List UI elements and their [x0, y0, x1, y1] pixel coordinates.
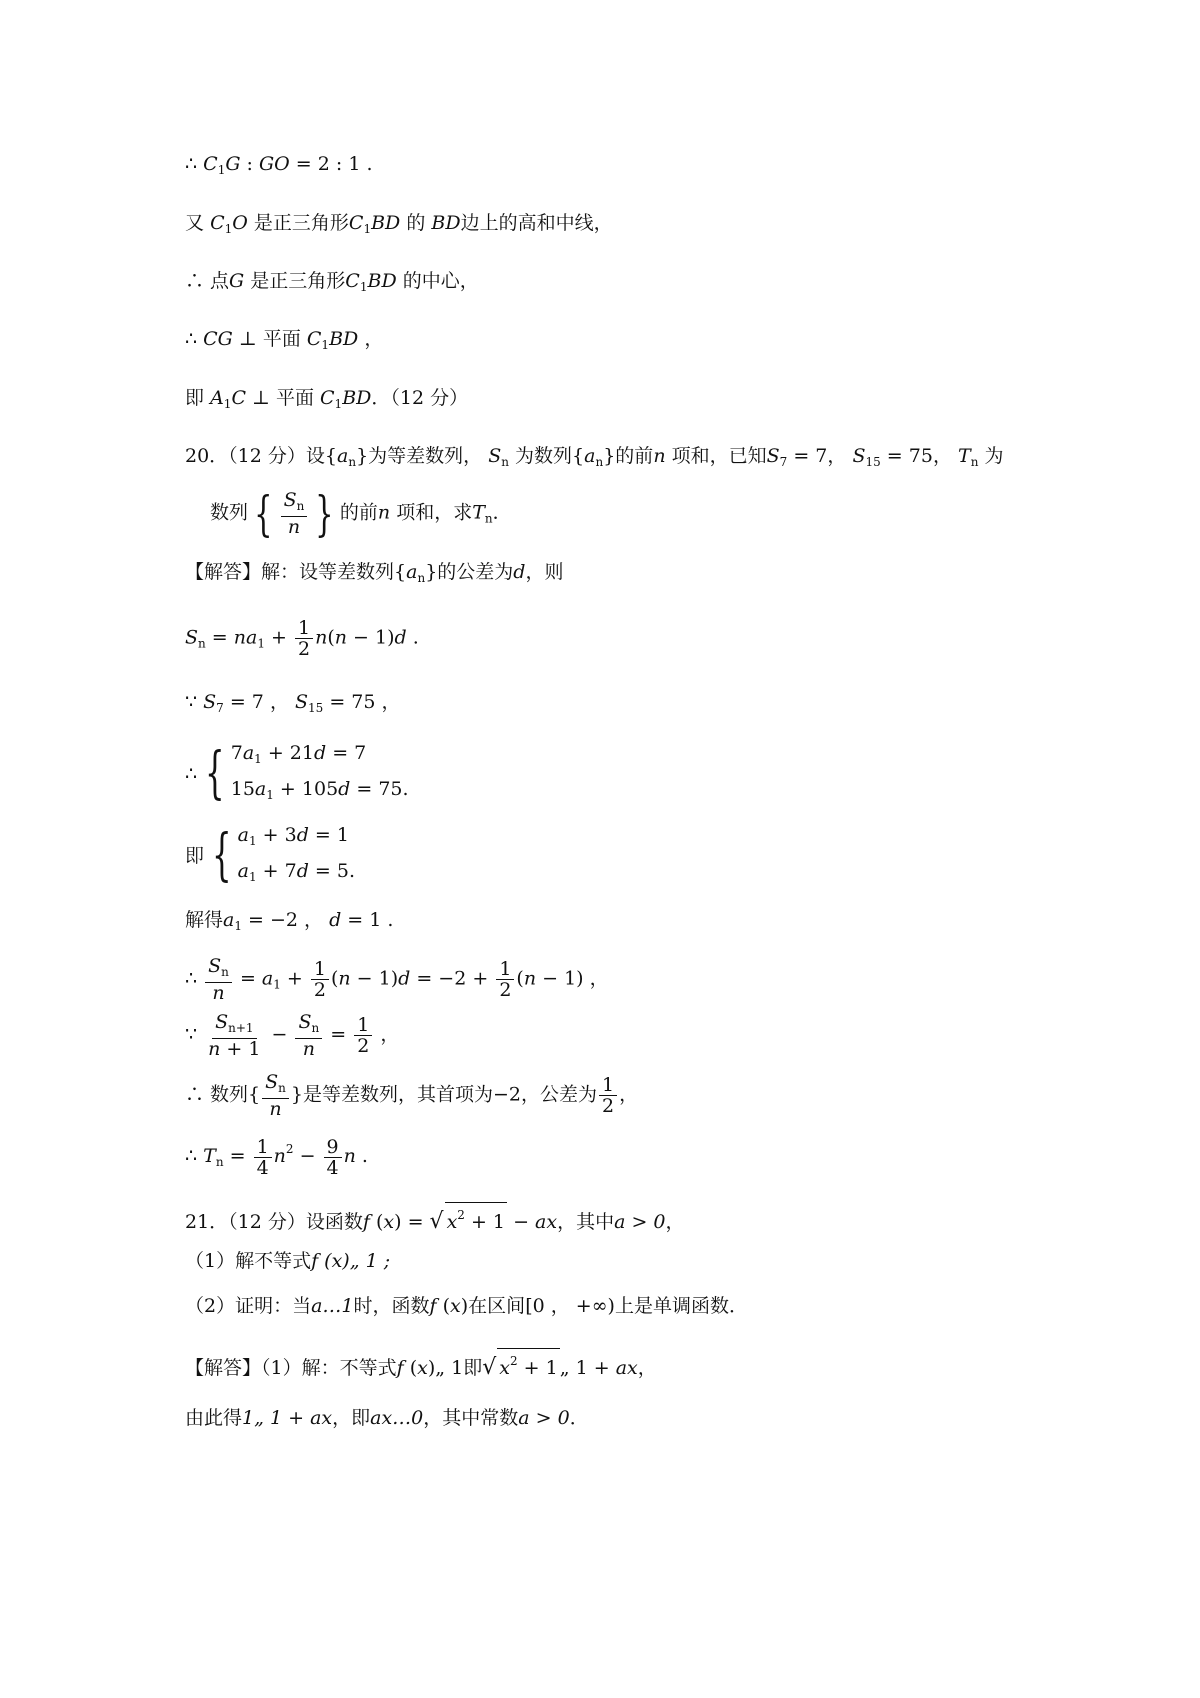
text: （1）解不等式	[185, 1250, 312, 1272]
text: ，即	[332, 1407, 371, 1429]
problem-21-statement: 21．（12 分）设函数f (x) = √ $x^2 + 1$ − ax，其中a > 0，	[185, 1202, 685, 1234]
text: ，	[637, 1357, 657, 1379]
text: 是等差数列，其首项为	[303, 1083, 494, 1106]
solve-result: 解得$a_1 = -2$ ， d = 1 .	[185, 909, 394, 933]
text: ∴	[185, 328, 198, 350]
text: 是正三角形	[253, 212, 349, 234]
solution-21-step-1: 【解答】（1）解：不等式f (x)„ 1即√ $x^2 + 1$ „ 1 + ax，	[185, 1348, 657, 1380]
line-center: ∴ 点G 是正三角形$C_1BD$ 的中心，	[185, 270, 479, 294]
text: ，则	[525, 561, 564, 583]
text: 边上的高和中线，	[460, 212, 613, 234]
line-height-median: 又 $C_1O$ 是正三角形$C_1BD$ 的 BD边上的高和中线，	[185, 212, 613, 236]
text: ．	[492, 501, 512, 524]
condition: a > 0	[614, 1211, 666, 1233]
text: ．（12 分）	[371, 387, 469, 409]
line-perp-2: 即 $A_1C$ ⊥ 平面 $C_1BD$．（12 分）	[185, 387, 469, 411]
text: ，	[932, 445, 952, 467]
text: 的前	[339, 501, 378, 524]
text: 解：设等差数列	[261, 561, 395, 583]
text: 即	[185, 387, 205, 409]
text: 在区间	[468, 1295, 526, 1317]
text: 项和，已知	[671, 445, 767, 467]
text: 即	[185, 845, 205, 867]
text: 时，函数	[353, 1295, 430, 1317]
text: ，	[619, 1083, 639, 1106]
text: 项和，求	[396, 501, 473, 524]
text: 又	[185, 212, 205, 234]
text: 的中心，	[402, 270, 479, 292]
given: ∵ $S_7 = 7$ ， $S_{15} = 75$ ，	[185, 691, 401, 715]
text: 数列	[210, 501, 249, 524]
system-2: 即 { $a_1 + 3d = 1$ $a_1 + 7d = 5$.	[185, 823, 356, 888]
problem-20-statement-2: 数列 { $\frac{S_n}{n}$ } 的前n 项和，求$T_n$．	[210, 485, 512, 542]
tn-formula: ∴ $T_n$ = $\frac{1}{4}$ $n^2$ − $\frac{9}{4}$ n .	[185, 1135, 368, 1179]
text: ．	[569, 1407, 589, 1429]
line-perp-1: ∴ CG ⊥ 平面 $C_1BD$ ，	[185, 328, 384, 352]
text: （1）解：不等式	[261, 1357, 397, 1379]
text: ，其中	[557, 1211, 615, 1233]
text: 的前	[615, 445, 654, 467]
text: 为	[984, 445, 1004, 467]
sn-over-n: ∴ $\frac{S_n}{n}$ = $a_1$ + $\frac{1}{2}$ (n − 1)d = −2 + $\frac{1}{2}$ (n − 1) ，	[185, 955, 609, 1004]
problem-20-statement: 20．（12 分）设$\{a_n\}$为等差数列， $S_n$ 为数列$\{a_n\}$的前n 项和，已知$S_7 = 7$， $S_{15} = 75$， $T_n$ 为	[185, 445, 1004, 469]
text: （2）证明：当	[185, 1295, 312, 1317]
solution-21-step-2	[185, 1406, 589, 1430]
condition: a > 0	[518, 1407, 570, 1429]
text: 的公差为	[437, 561, 514, 583]
problem-number: 20．（12 分）设	[185, 445, 325, 467]
problem-21-part-2: （2）证明：当a…1时，函数f (x)在区间[0 ， +∞)上是单调函数．	[185, 1295, 748, 1317]
solution-20-intro: 【解答】解：设等差数列$\{a_n\}$的公差为d，则	[185, 561, 564, 585]
text: 上是单调函数．	[614, 1295, 748, 1317]
expression: 1„ 1 + ax	[242, 1407, 333, 1429]
text: ，其中常数	[423, 1407, 519, 1429]
problem-number: 21．（12 分）设函数	[185, 1211, 363, 1233]
inequality: f (x)„ 1 ;	[311, 1250, 391, 1272]
text: 由此得	[185, 1407, 243, 1429]
text: ∴ 数列	[185, 1083, 249, 1106]
text: 解得	[185, 909, 224, 931]
problem-21-part-1	[185, 1249, 390, 1273]
text: ，公差为	[521, 1083, 598, 1106]
text: 是正三角形	[250, 270, 346, 292]
sn-formula: $S_n = na_1$ + $\frac{1}{2}$ n(n − 1)d .	[185, 617, 419, 660]
text: 为数列	[515, 445, 573, 467]
solution-label: 【解答】	[185, 561, 262, 583]
line-ratio: ∴ $C_1G$ : GO = 2 : 1 .	[185, 153, 373, 177]
solution-label: 【解答】	[185, 1357, 262, 1379]
text: ∴ 点	[185, 270, 230, 292]
text: 为等差数列，	[368, 445, 483, 467]
text: ，	[827, 445, 847, 467]
text: ，	[665, 1211, 685, 1233]
text: ⊥ 平面	[238, 328, 301, 350]
system-1: ∴ { $7a_1 + 21d = 7$ $15a_1 + 105d = 75$.	[185, 741, 409, 806]
interval: [0 ， +∞)	[525, 1295, 615, 1317]
expression: ax…0	[370, 1407, 424, 1429]
text: ⊥ 平面	[252, 387, 314, 409]
text: ，	[364, 328, 384, 350]
text: 的	[406, 212, 426, 234]
arith-statement: ∴ 数列{ $\frac{S_n}{n}$ }是等差数列，其首项为−2，公差为 $\frac{1}{2}$ ，	[185, 1071, 639, 1120]
condition: a…1	[311, 1295, 354, 1317]
difference: ∵ $\frac{S_{n+1}}{n + 1}$ − $\frac{S_n}{n}$ = $\frac{1}{2}$ ，	[185, 1011, 400, 1060]
text: 即	[463, 1357, 483, 1379]
